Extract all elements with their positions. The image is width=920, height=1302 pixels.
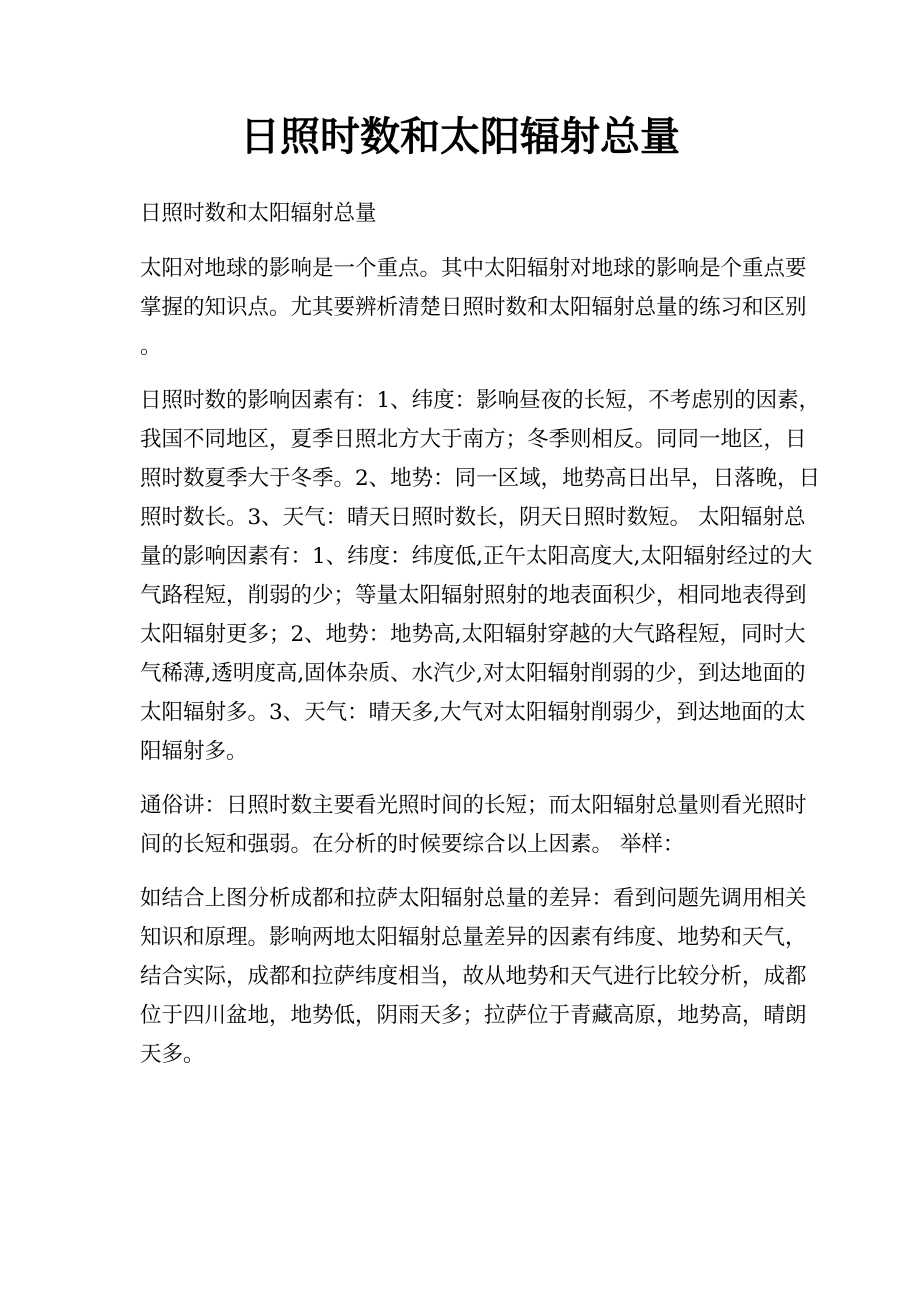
paragraph-summary bbox=[140, 786, 820, 864]
text-line: 。 bbox=[140, 334, 162, 359]
document-title: 日照时数和太阳辐射总量 bbox=[240, 113, 680, 160]
text-line: 量的影响因素有：1、纬度：纬度低,正午太阳高度大,太阳辐射经过的大 bbox=[140, 544, 813, 569]
paragraph-intro bbox=[140, 249, 820, 366]
text-line: 掌握的知识点。尤其要辨析清楚日照时数和太阳辐射总量的练习和区别 bbox=[140, 295, 807, 320]
text-line: 位于四川盆地，地势低，阴雨天多；拉萨位于青藏高原，地势高，晴朗 bbox=[140, 1003, 807, 1028]
text-line: 知识和原理。影响两地太阳辐射总量差异的因素有纬度、地势和天气， bbox=[140, 925, 807, 950]
text-line: 照时数夏季大于冬季。2、地势：同一区域，地势高日出早，日落晚，日 bbox=[140, 466, 821, 491]
text-line: 阳辐射多。 bbox=[140, 739, 248, 764]
text-line: 日照时数的影响因素有：1、纬度：影响昼夜的长短，不考虑别的因素， bbox=[140, 388, 821, 413]
text-line: 我国不同地区，夏季日照北方大于南方；冬季则相反。同同一地区，日 bbox=[140, 427, 807, 452]
text-line: 太阳辐射多。3、天气：晴天多,大气对太阳辐射削弱少，到达地面的太 bbox=[140, 700, 806, 725]
document-subtitle: 日照时数和太阳辐射总量 bbox=[140, 201, 377, 226]
text-line: 气路程短，削弱的少；等量太阳辐射照射的地表面积少，相同地表得到 bbox=[140, 583, 807, 608]
text-line: 照时数长。3、天气：晴天日照时数长，阴天日照时数短。 太阳辐射总 bbox=[140, 505, 806, 530]
text-line: 太阳辐射更多；2、地势：地势高,太阳辐射穿越的大气路程短，同时大 bbox=[140, 622, 806, 647]
text-line: 如结合上图分析成都和拉萨太阳辐射总量的差异：看到问题先调用相关 bbox=[140, 886, 807, 911]
text-line: 通俗讲：日照时数主要看光照时间的长短；而太阳辐射总量则看光照时 bbox=[140, 793, 807, 818]
paragraph-factors bbox=[140, 381, 820, 771]
text-line: 天多。 bbox=[140, 1042, 205, 1067]
paragraph-example bbox=[140, 879, 820, 1074]
text-line: 结合实际，成都和拉萨纬度相当，故从地势和天气进行比较分析，成都 bbox=[140, 964, 807, 989]
text-line: 间的长短和强弱。在分析的时候要综合以上因素。 举样： bbox=[140, 832, 685, 857]
text-line: 太阳对地球的影响是一个重点。其中太阳辐射对地球的影响是个重点要 bbox=[140, 256, 807, 281]
text-line: 气稀薄,透明度高,固体杂质、水汽少,对太阳辐射削弱的少，到达地面的 bbox=[140, 661, 806, 686]
